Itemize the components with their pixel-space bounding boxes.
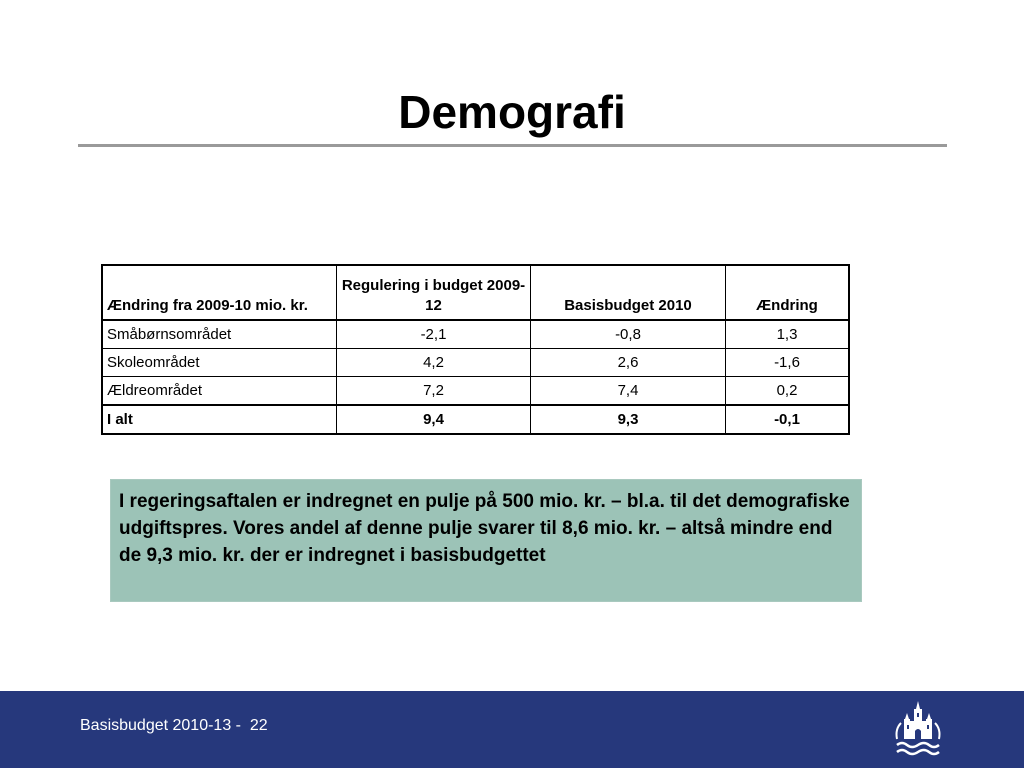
total-value-regulering: 9,4: [337, 405, 531, 434]
budget-table: [101, 264, 850, 435]
row-value-basisbudget: 2,6: [531, 349, 726, 377]
note-box: [110, 479, 862, 602]
header-label: Ændring fra 2009-10 mio. kr.: [102, 265, 337, 320]
municipal-crest-icon: [893, 699, 943, 761]
row-value-basisbudget: 7,4: [531, 377, 726, 406]
table-row: [102, 377, 849, 406]
table-row: [102, 349, 849, 377]
total-value-basisbudget: 9,3: [531, 405, 726, 434]
header-basisbudget: Basisbudget 2010: [531, 265, 726, 320]
page-title: Demografi: [398, 86, 626, 138]
header-regulering: Regulering i budget 2009-12: [337, 265, 531, 320]
row-value-basisbudget: -0,8: [531, 320, 726, 349]
title-divider: [78, 144, 947, 147]
row-label: Skoleområdet: [102, 349, 337, 377]
table-total-row: [102, 405, 849, 434]
note-text: I regeringsaftalen er indregnet en pulje på 500 mio. kr. – bl.a. til det demografiske udgiftspres. Vores andel af denne pulje svarer til 8,6 mio. kr. – altså mindre end de 9,3 mio. kr. der er indregnet i basisbudgettet: [119, 491, 850, 566]
header-aendring: Ændring: [726, 265, 850, 320]
total-value-aendring: -0,1: [726, 405, 850, 434]
row-value-regulering: 7,2: [337, 377, 531, 406]
row-value-aendring: 0,2: [726, 377, 850, 406]
table-header-row: [102, 265, 849, 320]
row-value-regulering: 4,2: [337, 349, 531, 377]
total-label: I alt: [102, 405, 337, 434]
row-value-aendring: 1,3: [726, 320, 850, 349]
footer-bar: [0, 691, 1024, 768]
row-value-aendring: -1,6: [726, 349, 850, 377]
row-label: Ældreområdet: [102, 377, 337, 406]
table-row: [102, 320, 849, 349]
row-label: Småbørnsområdet: [102, 320, 337, 349]
row-value-regulering: -2,1: [337, 320, 531, 349]
footer-page-label: Basisbudget 2010-13 - 22: [80, 717, 268, 734]
